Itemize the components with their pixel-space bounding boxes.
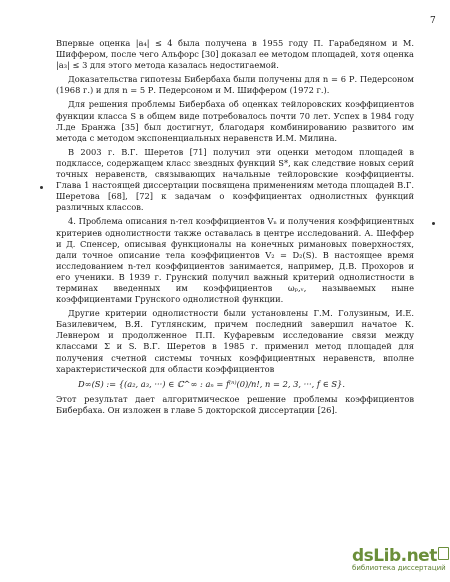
paragraph: В 2003 г. В.Г. Шеретов [71] получил эти оценки методом площадей в подклассе, содержащем класс звездных функций S*, как следствие новых серий точных неравенств, связывающих начальные тейлоровские коэффициенты. Глава 1 настоящей диссертации посвящена применениям метода площадей В.Г. Шеретова [68], [72] к задачам о коэффициентах однолистных функций различных классов. [56, 146, 414, 213]
paragraph: Другие критерии однолистности были установлены Г.М. Голузиным, И.Е. Базилевичем, В.Я. Гутлянским, причем последний завершил начатое К. Левнером и продолженное П.П. Куфаревым исследование связи между классами Σ и S. В.Г. Шеретов в 1985 г. применил метод площадей для получения счетной системы точных коэффициентных неравенств, вполне характеристической для области коэффициентов [56, 308, 414, 374]
scan-dot [432, 222, 435, 225]
watermark [352, 546, 450, 582]
formula: D∞(S) := {(a₂, a₃, ···) ∈ ℂ^∞ : aₙ = f⁽ⁿ⁾(0)/n!, n = 2, 3, ···, f ∈ S}. [78, 378, 345, 389]
paragraph: 4. Проблема описания n-тел коэффициентов Vₙ и получения коэффициентных критериев однолистности также оставалась в центре исследований. А. Шеффер и Д. Спенсер, описывая функционалы на конечных римановых поверхностях, дали точное описание тела коэффициентов V₂ = D₂(S). В настоящее время исследованием n-тел коэффициентов занимается, например, Д.В. Прохоров и его ученики. В 1939 г. Грунский получил важный критерий однолистности в терминах введенных им коэффициентов ωₚ,ᵥ, называемых ныне коэффициентами Грунского однолистной функции. [56, 216, 414, 305]
paragraph: Впервые оценка |a₄| ≤ 4 была получена в 1955 году П. Гарабедяном и М. Шиффером, после чего Альфорс [30] доказал ее методом площадей, хотя оценка |a₃| ≤ 3 для этого метода казалась недостигаемой. [56, 38, 414, 71]
book-icon [438, 547, 449, 560]
scan-dot [40, 186, 43, 189]
paragraph: Этот результат дает алгоритмическое решение проблемы коэффициентов Бибербаха. Он изложен в главе 5 докторской диссертации [26]. [56, 393, 414, 415]
paragraph: Для решения проблемы Бибербаха об оценках тейлоровских коэффициентов функции класса S в общем виде потребовалось почти 70 лет. Успех в 1984 году Л.де Бранжа [35] был достигнут, благодаря комбинированию развитого им метода с методом экспоненциальных неравенств И.М. Милина. [56, 99, 414, 143]
watermark-subtitle: библиотека диссертаций [352, 564, 446, 572]
paragraph: Доказательства гипотезы Бибербаха были получены для n = 6 Р. Педерсоном (1968 г.) и для n = 5 Р. Педерсоном и М. Шиффером (1972 г.). [56, 74, 414, 96]
page-number: 7 [430, 16, 436, 26]
watermark-logo: dsLib.net [352, 546, 450, 566]
document-body [56, 38, 414, 419]
